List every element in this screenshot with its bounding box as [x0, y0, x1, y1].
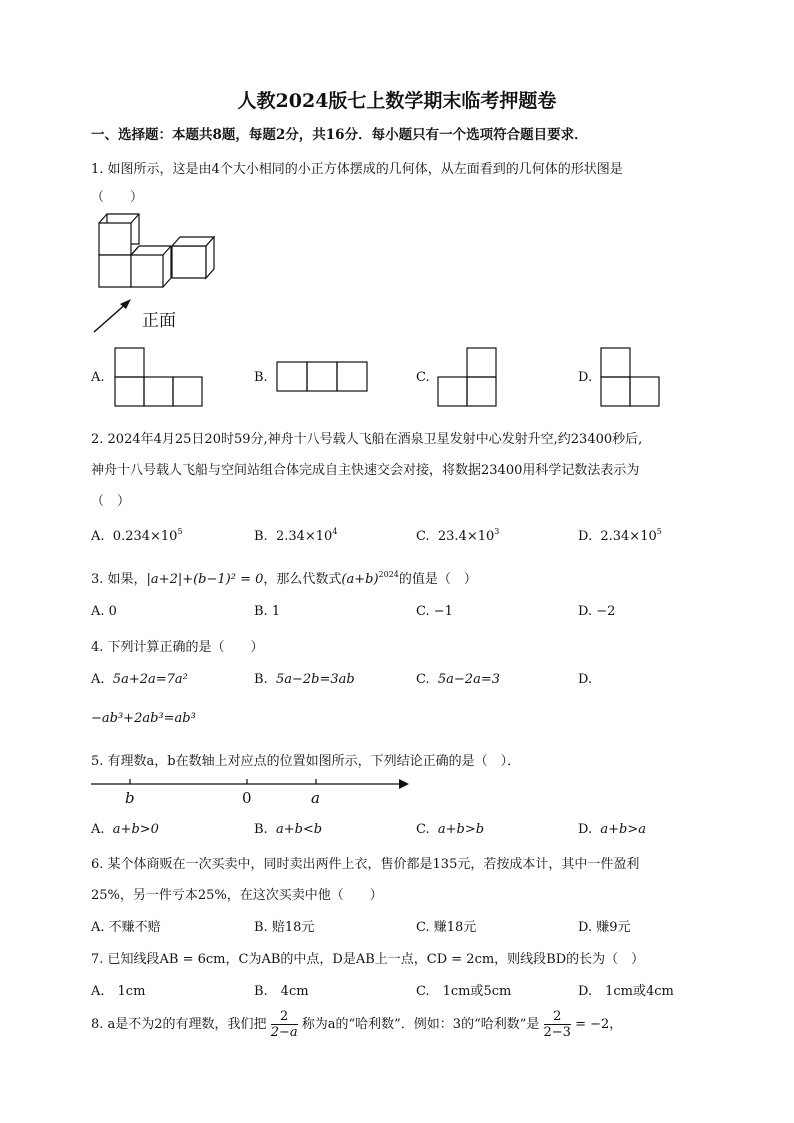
axis-label-0: 0: [242, 789, 252, 807]
q8-fraction-2: $\frac{2}{2-3}$: [543, 1009, 571, 1040]
q6-option-c[interactable]: C. 赚18元: [416, 920, 477, 935]
q3-option-b[interactable]: B. 1: [254, 604, 281, 619]
q2-option-b[interactable]: B. $2.34\times 10^4$: [254, 527, 338, 544]
q3-option-c[interactable]: C. −1: [416, 604, 453, 619]
q5-option-d[interactable]: D. a+b>a: [578, 822, 646, 837]
axis-label-b: b: [125, 789, 135, 807]
q5-option-c[interactable]: C. a+b>b: [416, 822, 485, 837]
q1-option-d-label[interactable]: D.: [578, 370, 593, 385]
q4-option-b[interactable]: B. 5a−2b=3ab: [254, 672, 355, 687]
q4-option-c[interactable]: C. 5a−2a=3: [416, 672, 500, 687]
q1-text: 1. 如图所示，这是由4个大小相同的小正方体摆成的几何体，从左面看到的几何体的形状图是: [91, 162, 623, 177]
q1-option-a-label[interactable]: A.: [91, 370, 105, 385]
q4-option-a[interactable]: A. 5a+2a=7a²: [91, 672, 188, 687]
section-heading: 一、选择题：本题共8题，每题2分，共16分．每小题只有一个选项符合题目要求．: [91, 127, 588, 143]
q7-option-c[interactable]: C. 1cm或5cm: [416, 984, 512, 999]
q8-fraction-1: $\frac{2}{2-a}$: [270, 1009, 298, 1040]
q6-option-d[interactable]: D. 赚9元: [578, 920, 631, 935]
q2-paren: （ ）: [91, 494, 131, 509]
q4-text: 4. 下列计算正确的是（ ）: [91, 640, 264, 655]
q7-text: 7. 已知线段AB = 6cm，C为AB的中点，D是AB上一点，CD = 2cm，则线段BD的长为（ ）: [91, 952, 645, 967]
q8-text: 8. a是不为2的有理数，我们把 $\frac{2}{2-a}$ 称为a的“哈利数”．例如：3的“哈利数”是 $\frac{2}{2-3}$ = −2，: [91, 1009, 623, 1040]
q2-option-c[interactable]: C. $23.4\times 10^3$: [416, 527, 500, 544]
q2-line2: 神舟十八号载人飞船与空间站组合体完成自主快速交会对接，将数据23400用科学记数法表示为: [91, 463, 640, 478]
q5-option-a[interactable]: A. a+b>0: [91, 822, 159, 837]
q4-option-d-expr[interactable]: −ab³+2ab³=ab³: [91, 711, 196, 726]
page-title: 人教2024版七上数学期末临考押题卷: [237, 90, 557, 112]
q2-line1: 2. 2024年4月25日20时59分,神舟十八号载人飞船在酒泉卫星发射中心发射升空,约23400秒后,: [91, 432, 643, 447]
axis-label-a: a: [311, 789, 320, 807]
q1-paren: （ ）: [91, 190, 144, 205]
q7-option-d[interactable]: D. 1cm或4cm: [578, 984, 674, 999]
q1-option-c-label[interactable]: C.: [416, 370, 430, 385]
q3-option-d[interactable]: D. −2: [578, 604, 616, 619]
q6-line2: 25%，另一件亏本25%，在这次买卖中他（ ）: [91, 888, 383, 903]
q7-option-a[interactable]: A. 1cm: [91, 984, 146, 999]
q6-line1: 6. 某个体商贩在一次买卖中，同时卖出两件上衣，售价都是135元，若按成本计，其中一件盈利: [91, 857, 640, 872]
q1-option-b-label[interactable]: B.: [254, 370, 268, 385]
q5-text: 5. 有理数a，b在数轴上对应点的位置如图所示，下列结论正确的是（ ）．: [91, 754, 521, 769]
q4-option-d[interactable]: D.: [578, 672, 593, 687]
q7-option-b[interactable]: B. 4cm: [254, 984, 309, 999]
q3-text: 3. 如果，|a+2|+(b−1)² = 0，那么代数式$(a+b)^{2024}$的值是（ ）: [91, 570, 477, 587]
q2-option-d[interactable]: D. $2.34\times 10^5$: [578, 527, 662, 544]
q3-option-a[interactable]: A. 0: [91, 604, 117, 619]
q3-expr: |a+2|+(b−1)² = 0: [146, 572, 264, 587]
front-label: 正面: [142, 311, 176, 331]
q2-option-a[interactable]: A. $0.234\times 10^5$: [91, 527, 183, 544]
q6-option-a[interactable]: A. 不赚不赔: [91, 920, 161, 935]
q5-option-b[interactable]: B. a+b<b: [254, 822, 323, 837]
q6-option-b[interactable]: B. 赔18元: [254, 920, 315, 935]
